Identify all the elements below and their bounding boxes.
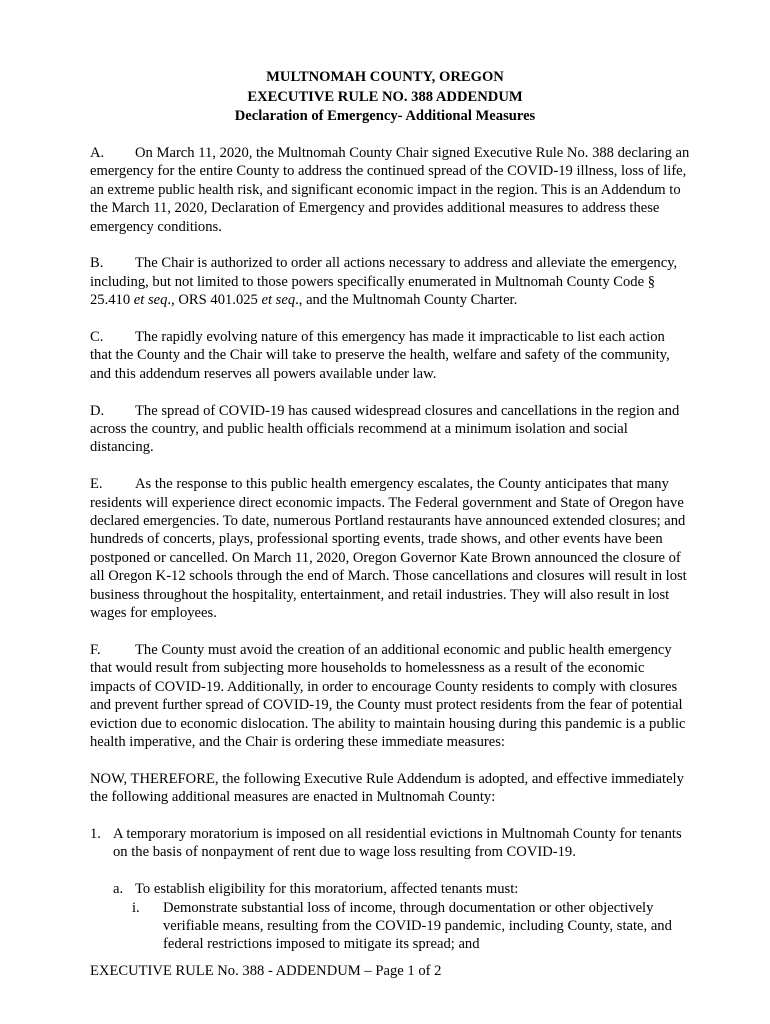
paragraph-text: The rapidly evolving nature of this emergency has made it impracticable to list each action that the County and the Chair will take to preserve the health, welfare and safety of the community, and this addendum reserves all powers available under law. [90,329,670,382]
paragraph-label: D. [90,402,105,419]
paragraph-d [90,402,690,457]
measure-text: To establish eligibility for this moratorium, affected tenants must: [135,881,519,898]
page-footer: EXECUTIVE RULE No. 388 - ADDENDUM – Page 1 of 2 [90,963,442,979]
measure-number: 1. [90,825,101,842]
paragraph-label: F. [90,641,101,658]
document-body [90,144,690,954]
paragraph-b [90,254,690,309]
paragraph-text: The spread of COVID-19 has caused widespread closures and cancellations in the region and across the country, and public health officials recommend at a minimum isolation and social distancing. [90,402,680,456]
paragraph-text: On March 11, 2020, the Multnomah County Chair signed Executive Rule No. 388 declaring an emergency for the entire County to address the continued spread of the COVID-19 illness, loss of life, an extreme public health risk, and significant economic impact in the region. This is an Addendum to the March 11, 2020, Declaration of Emergency and provides additional measures to address these emergency conditions. [90,145,690,235]
document-header [0,68,770,127]
measure-item-1a [90,880,690,898]
paragraph-f [90,641,690,751]
measure-item-1ai [90,899,690,954]
paragraph-text: ., ORS 401.025 [167,292,262,309]
paragraph-text: The Chair is authorized to order all actions necessary to address and alleviate the emergency, including, but not limited to those powers specifically enumerated in Multnomah County Code § 25.410 [90,255,678,309]
measure-text: Demonstrate substantial loss of income, through documentation or other objectively verifiable means, resulting from the COVID-19 pandemic, including County, state, and federal restrictions imposed to mitigate its spread; and [163,899,672,953]
measure-text: A temporary moratorium is imposed on all residential evictions in Multnomah County for tenants on the basis of nonpayment of rent due to wage loss resulting from COVID-19. [113,825,682,861]
paragraph-label: B. [90,255,104,272]
paragraph-a [90,144,690,236]
measure-roman: i. [132,899,140,916]
header-rule-title: EXECUTIVE RULE NO. 388 ADDENDUM [247,88,523,105]
paragraph-text: ., and the Multnomah County Charter. [295,292,518,309]
measure-item-1 [90,825,690,862]
paragraph-text: The County must avoid the creation of an additional economic and public health emergency that would result from subjecting more households to homelessness as a result of the economic impacts of COVID-19. Additionally, in order to encourage County residents to comply with closures and prevent further spread of COVID-19, the County must protect residents from the fear of potential eviction due to economic dislocation. The ability to maintain housing during this pandemic is a public health imperative, and the Chair is ordering these immediate measures: [90,641,686,750]
paragraph-label: A. [90,145,105,161]
paragraph-e [90,475,690,622]
header-county: MULTNOMAH COUNTY, OREGON [266,69,504,85]
citation-italic: et seq [133,292,168,309]
citation-italic: et seq [261,292,296,309]
header-subtitle: Declaration of Emergency- Additional Measures [234,108,536,124]
paragraph-text: As the response to this public health emergency escalates, the County anticipates that many residents will experience direct economic impacts. The Federal government and State of Oregon have declared emergencies. To date, numerous Portland restaurants have announced extended closures; and hundreds of concerts, plays, professional sporting events, trade shows, and other events have been postponed or cancelled. On March 11, 2020, Oregon Governor Kate Brown announced the closure of all Oregon K-12 schools through the end of March. Those cancellations and closures will result in lost business throughout the hospitality, entertainment, and retail industries. They will also result in lost wages for employees. [90,476,687,622]
now-therefore-paragraph: NOW, THEREFORE, the following Executive Rule Addendum is adopted, and effective immediately the following additional measures are enacted in Multnomah County: [90,770,684,806]
paragraph-c [90,328,690,383]
paragraph-label: E. [90,476,103,493]
paragraph-label: C. [90,329,104,346]
measure-letter: a. [113,881,124,898]
